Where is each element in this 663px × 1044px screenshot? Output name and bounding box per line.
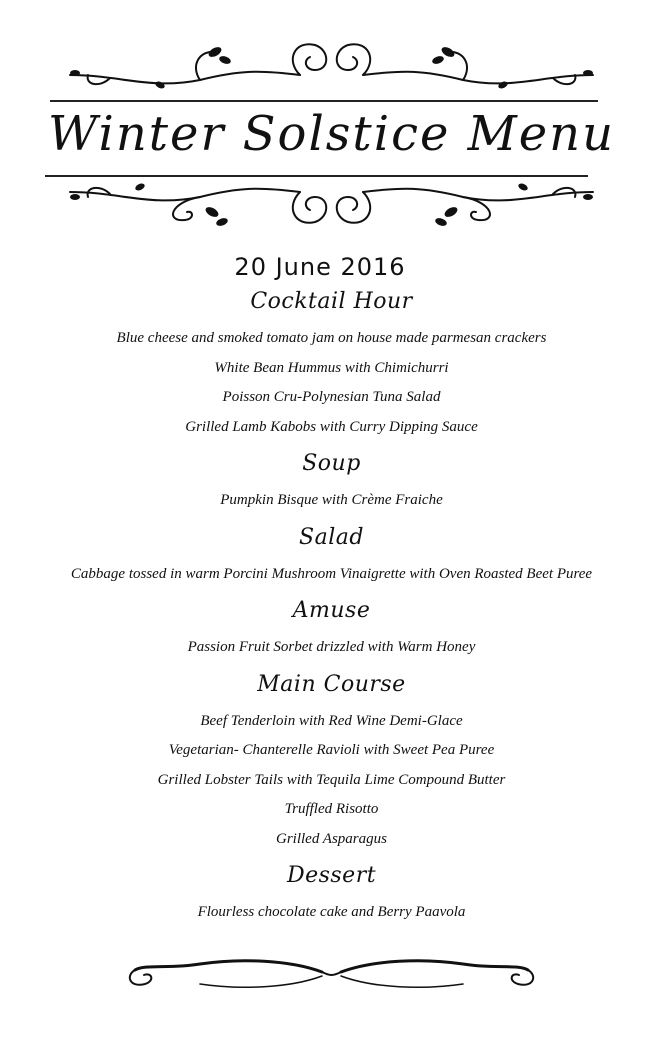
menu-section [0,450,663,516]
menu-title: Winter Solstice Menu [48,106,615,162]
menu-item: Poisson Cru-Polynesian Tuna Salad [222,389,441,405]
menu-item: White Bean Hummus with Chimichurri [214,359,449,376]
flourish-bottom-icon [0,950,663,998]
menu-section [0,288,663,442]
section-heading: Soup [302,451,361,476]
flourish-middle-icon [0,172,663,247]
menu-item: Pumpkin Bisque with Crème Fraiche [220,492,443,508]
menu-item: Beef Tenderloin with Red Wine Demi-Glace [200,712,463,729]
menu-item: Blue cheese and smoked tomato jam on house made parmesan crackers [116,330,547,346]
top-divider [50,100,598,102]
section-heading: Amuse [292,598,371,623]
section-heading: Salad [299,524,364,550]
section-heading: Cocktail Hour [250,289,413,314]
menu-date: 20 June 2016 [234,253,406,281]
flourish-top-icon [0,30,663,105]
menu-item: Vegetarian- Chanterelle Ravioli with Sweet Pea Puree [168,742,495,758]
section-heading: Dessert [286,863,377,888]
menu-item: Grilled Lamb Kabobs with Curry Dipping Sauce [185,418,478,435]
menu-section [0,862,663,928]
menu-section [0,671,663,855]
menu-item: Cabbage tossed in warm Porcini Mushroom Vinaigrette with Oven Roasted Beet Puree [70,565,593,582]
section-heading: Main Course [257,671,406,697]
menu-section [0,524,663,590]
menu-item: Passion Fruit Sorbet drizzled with Warm Honey [187,639,476,655]
menu-item: Truffled Risotto [284,801,379,817]
menu-section [0,597,663,663]
menu-item: Grilled Asparagus [276,830,387,847]
menu-content [0,288,663,936]
menu-item: Flourless chocolate cake and Berry Paavola [197,904,466,920]
menu-item: Grilled Lobster Tails with Tequila Lime Compound Butter [157,771,506,788]
